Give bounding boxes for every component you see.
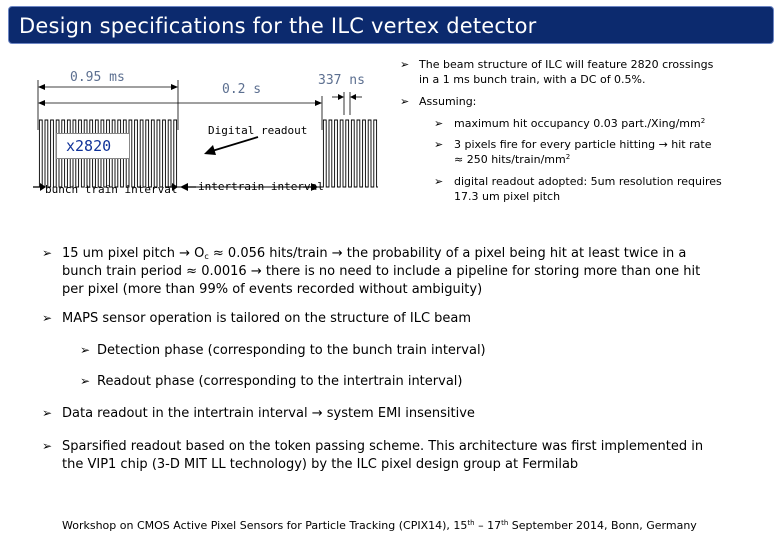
- dim-02-head-right: [315, 100, 322, 106]
- pixel-pitch-paragraph: [62, 245, 700, 299]
- arrowhead-bullet-icon: ➢: [42, 406, 53, 420]
- dim-337-head-right: [350, 94, 356, 100]
- occupancy-sup: 2: [700, 117, 706, 125]
- sparsified-line1: Sparsified readout based on the token passing scheme. This architecture was first implemented in: [62, 439, 704, 454]
- pulses-right: [322, 120, 378, 187]
- footer-sup2: th: [501, 519, 509, 527]
- multiplier-label: x2820: [66, 137, 112, 155]
- dim-02-head-left: [38, 100, 45, 106]
- arrowhead-bullet-icon: ➢: [42, 311, 53, 325]
- intertrain-duration-label: 0.2 s: [222, 82, 262, 97]
- footer-pre: Workshop on CMOS Active Pixel Sensors for Particle Tracking (CPIX14), 15: [62, 519, 468, 532]
- arrowhead-bullet-icon: ➢: [400, 58, 410, 71]
- pixels-fire-text: [454, 137, 711, 167]
- dim-095-head-right: [171, 84, 178, 90]
- occupancy-subscript: c: [204, 252, 209, 261]
- beam-structure-text: [419, 57, 713, 87]
- crossing-spacing-label: 337 ns: [318, 73, 365, 88]
- pixels-fire-line2: ≈ 250 hits/train/mm: [454, 153, 566, 166]
- readout-phase-text: Readout phase (corresponding to the intertrain interval): [97, 374, 463, 389]
- footer-post: September 2014, Bonn, Germany: [508, 519, 697, 532]
- bunch-train-interval-label: bunch train interval: [45, 183, 178, 196]
- bunch-duration-label: 0.95 ms: [70, 70, 125, 85]
- digital-readout-text: [454, 174, 722, 204]
- arrowhead-bullet-icon: ➢: [434, 175, 444, 188]
- arrowhead-bullet-icon: ➢: [434, 138, 444, 151]
- beam-structure-line2: in a 1 ms bunch train, with a DC of 0.5%.: [419, 73, 646, 86]
- digital-readout-label: Digital readout: [208, 124, 308, 137]
- arrowhead-bullet-icon: ➢: [80, 343, 91, 357]
- assuming-text: Assuming:: [419, 95, 477, 108]
- digital-readout-line1: digital readout adopted: 5um resolution requires: [454, 175, 722, 188]
- sparsified-line2: the VIP1 chip (3-D MIT LL technology) by the ILC pixel design group at Fermilab: [62, 457, 579, 472]
- intertrain-arrow-left-head: [180, 183, 188, 191]
- arrowhead-bullet-icon: ➢: [434, 117, 444, 130]
- pixels-fire-line1: 3 pixels fire for every particle hitting → hit rate: [454, 138, 712, 151]
- occupancy-text: [454, 116, 705, 131]
- dim-095-head-left: [38, 84, 45, 90]
- pixel-pitch-pre: 15 um pixel pitch → O: [62, 246, 205, 261]
- beam-structure-line1: The beam structure of ILC will feature 2820 crossings: [419, 58, 714, 71]
- pulse-train: [322, 120, 378, 187]
- pixel-pitch-line2: bunch train period ≈ 0.0016 → there is no need to include a pipeline for storing more than one hit: [62, 264, 701, 279]
- slide-title: Design specifications for the ILC vertex detector: [19, 14, 537, 38]
- footer-mid: – 17: [474, 519, 502, 532]
- arrowhead-bullet-icon: ➢: [400, 95, 410, 108]
- dim-337-head-left: [338, 94, 344, 100]
- footer-sup1: th: [467, 519, 475, 527]
- arrowhead-bullet-icon: ➢: [80, 374, 91, 388]
- digital-readout-arrowhead: [204, 145, 216, 155]
- sparsified-readout-paragraph: [62, 438, 703, 474]
- intertrain-interval-label: intertrain interval: [198, 180, 324, 193]
- arrowhead-bullet-icon: ➢: [42, 246, 53, 260]
- occupancy-line: maximum hit occupancy 0.03 part./Xing/mm: [454, 117, 701, 130]
- digital-readout-line2: 17.3 um pixel pitch: [454, 190, 561, 203]
- footer-citation: [62, 519, 697, 532]
- data-readout-text: Data readout in the intertrain interval → system EMI insensitive: [62, 406, 475, 421]
- pixel-pitch-post: ≈ 0.056 hits/train → the probability of a pixel being hit at least twice in a: [208, 246, 687, 261]
- digital-readout-arrow: [212, 137, 258, 151]
- maps-operation-text: MAPS sensor operation is tailored on the structure of ILC beam: [62, 311, 472, 326]
- arrowhead-bullet-icon: ➢: [42, 439, 53, 453]
- detection-phase-text: Detection phase (corresponding to the bunch train interval): [97, 343, 486, 358]
- pixel-pitch-line3: per pixel (more than 99% of events recorded without ambiguity): [62, 282, 483, 297]
- pixels-fire-sup: 2: [565, 153, 571, 161]
